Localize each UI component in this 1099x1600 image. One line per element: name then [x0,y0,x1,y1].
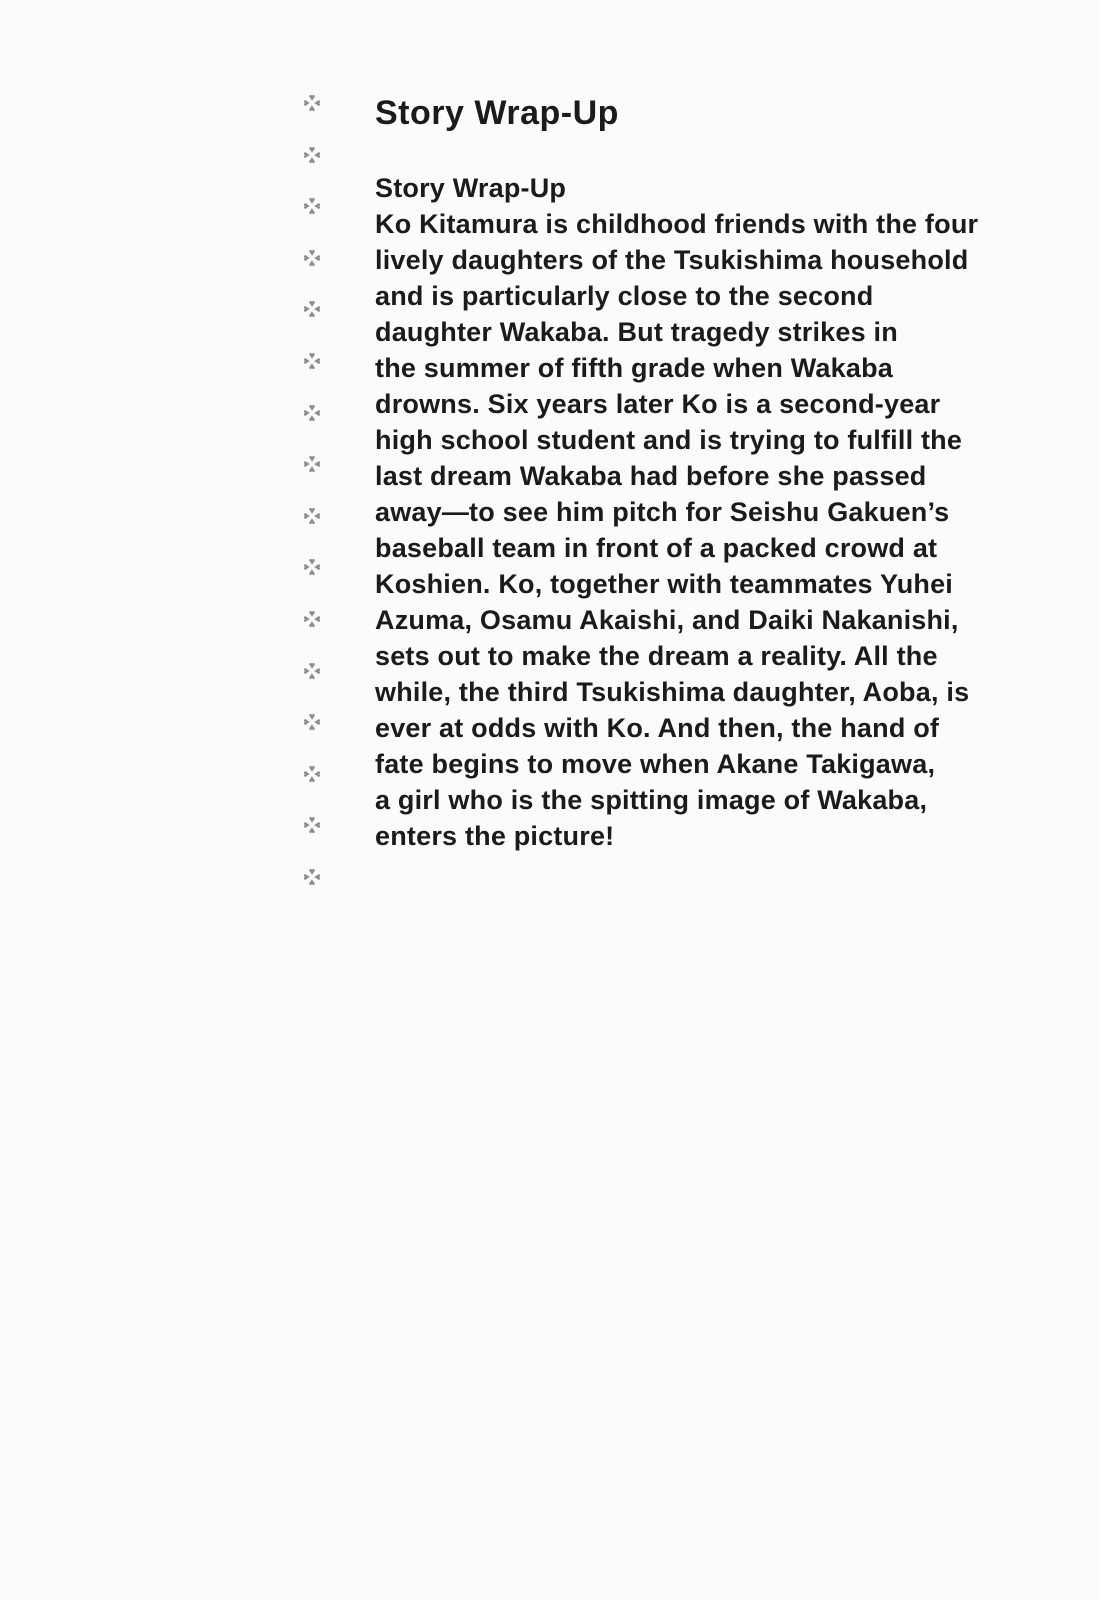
heart-petal-icon: ♥ [301,202,313,210]
clover-icon [301,453,323,476]
heart-petal-icon: ♥ [308,556,316,569]
body-line: Azuma, Osamu Akaishi, and Daiki Nakanishi, [375,605,959,635]
heart-petal-icon: ♥ [308,205,316,218]
heart-petal-icon: ♥ [301,770,313,777]
heart-petal-icon: ♥ [301,151,313,158]
heart-petal-icon: ♥ [311,564,323,571]
page-title: Story Wrap-Up [375,94,619,132]
heart-petal-icon: ♥ [311,99,323,107]
clover-icon [301,143,323,166]
heart-petal-icon: ♥ [311,202,323,210]
heart-petal-icon: ♥ [308,514,316,527]
heart-petal-icon: ♥ [308,566,316,579]
clover-icon [301,556,323,579]
body-line: the summer of fifth grade when Wakaba [375,353,893,383]
heart-petal-icon: ♥ [301,822,313,829]
heart-petal-icon: ♥ [308,256,316,269]
body-line: fate begins to move when Akane Takigawa, [375,749,936,779]
heart-petal-icon: ♥ [311,151,323,158]
body-line: a girl who is the spitting image of Wakaba, [375,785,928,815]
body-line: sets out to make the dream a reality. All the [375,641,938,671]
heart-petal-icon: ♥ [308,401,316,414]
heart-petal-icon: ♥ [308,143,316,156]
heart-petal-icon: ♥ [308,721,316,734]
clover-icon [301,401,323,424]
heart-petal-icon: ♥ [301,460,313,468]
clover-icon [301,298,323,321]
heart-petal-icon: ♥ [301,99,313,107]
heart-petal-icon: ♥ [308,659,316,672]
heart-petal-icon: ♥ [311,460,323,468]
heart-petal-icon: ♥ [308,875,316,888]
clover-icon [301,195,323,218]
body-line: while, the third Tsukishima daughter, Aoba, is [375,677,970,707]
heart-petal-icon: ♥ [308,504,316,517]
clover-icon [301,711,323,734]
heart-petal-icon: ♥ [308,298,316,311]
heart-petal-icon: ♥ [311,512,323,520]
heart-petal-icon: ♥ [301,512,313,520]
body-subtitle: Story Wrap-Up [375,173,567,203]
heart-petal-icon: ♥ [311,306,323,313]
heart-petal-icon: ♥ [301,718,313,726]
heart-petal-icon: ♥ [301,254,313,262]
heart-petal-icon: ♥ [311,770,323,777]
body-line: daughter Wakaba. But tragedy strikes in [375,317,898,347]
clover-icon [301,607,323,630]
heart-petal-icon: ♥ [308,453,316,466]
clover-icon [301,865,323,888]
body-line: enters the picture! [375,821,615,851]
heart-petal-icon: ♥ [308,463,316,476]
heart-petal-icon: ♥ [301,667,313,674]
heart-petal-icon: ♥ [308,411,316,424]
heart-petal-icon: ♥ [311,254,323,262]
heart-petal-icon: ♥ [308,195,316,208]
heart-petal-icon: ♥ [308,349,316,362]
clover-icon [301,246,323,269]
heart-petal-icon: ♥ [308,824,316,837]
heart-petal-icon: ♥ [311,667,323,674]
heart-petal-icon: ♥ [311,357,323,365]
ornament-column [302,94,322,886]
heart-petal-icon: ♥ [308,246,316,259]
heart-petal-icon: ♥ [308,617,316,630]
body-line: drowns. Six years later Ko is a second-year [375,389,941,419]
clover-icon [301,814,323,837]
heart-petal-icon: ♥ [311,409,323,416]
body-line: baseball team in front of a packed crowd at [375,533,938,563]
body-line: ever at odds with Ko. And then, the hand of [375,713,940,743]
heart-petal-icon: ♥ [308,607,316,620]
heart-petal-icon: ♥ [301,357,313,365]
heart-petal-icon: ♥ [308,669,316,682]
heart-petal-icon: ♥ [311,718,323,726]
body-line: last dream Wakaba had before she passed [375,461,927,491]
body-line: high school student and is trying to fulfill the [375,425,963,455]
clover-icon [301,762,323,785]
body-line: Ko Kitamura is childhood friends with the four [375,209,979,239]
heart-petal-icon: ♥ [301,873,313,881]
story-summary [375,170,995,854]
heart-petal-icon: ♥ [308,308,316,321]
clover-icon [303,94,321,112]
clover-icon [301,504,323,527]
heart-petal-icon: ♥ [308,772,316,785]
heart-petal-icon: ♥ [301,564,313,571]
heart-petal-icon: ♥ [308,359,316,372]
body-line: lively daughters of the Tsukishima household [375,245,969,275]
heart-petal-icon: ♥ [311,822,323,829]
clover-icon [301,349,323,372]
heart-petal-icon: ♥ [301,409,313,416]
clover-icon [301,659,323,682]
body-line: away—to see him pitch for Seishu Gakuen’s [375,497,950,527]
heart-petal-icon: ♥ [308,865,316,878]
heart-petal-icon: ♥ [308,814,316,827]
heart-petal-icon: ♥ [308,762,316,775]
heart-petal-icon: ♥ [308,92,316,104]
heart-petal-icon: ♥ [308,102,316,114]
heart-petal-icon: ♥ [301,306,313,313]
heart-petal-icon: ♥ [308,153,316,166]
body-line: and is particularly close to the second [375,281,874,311]
heart-petal-icon: ♥ [311,873,323,881]
heart-petal-icon: ♥ [308,711,316,724]
heart-petal-icon: ♥ [311,615,323,623]
body-line: Koshien. Ko, together with teammates Yuhei [375,569,954,599]
heart-petal-icon: ♥ [301,615,313,623]
